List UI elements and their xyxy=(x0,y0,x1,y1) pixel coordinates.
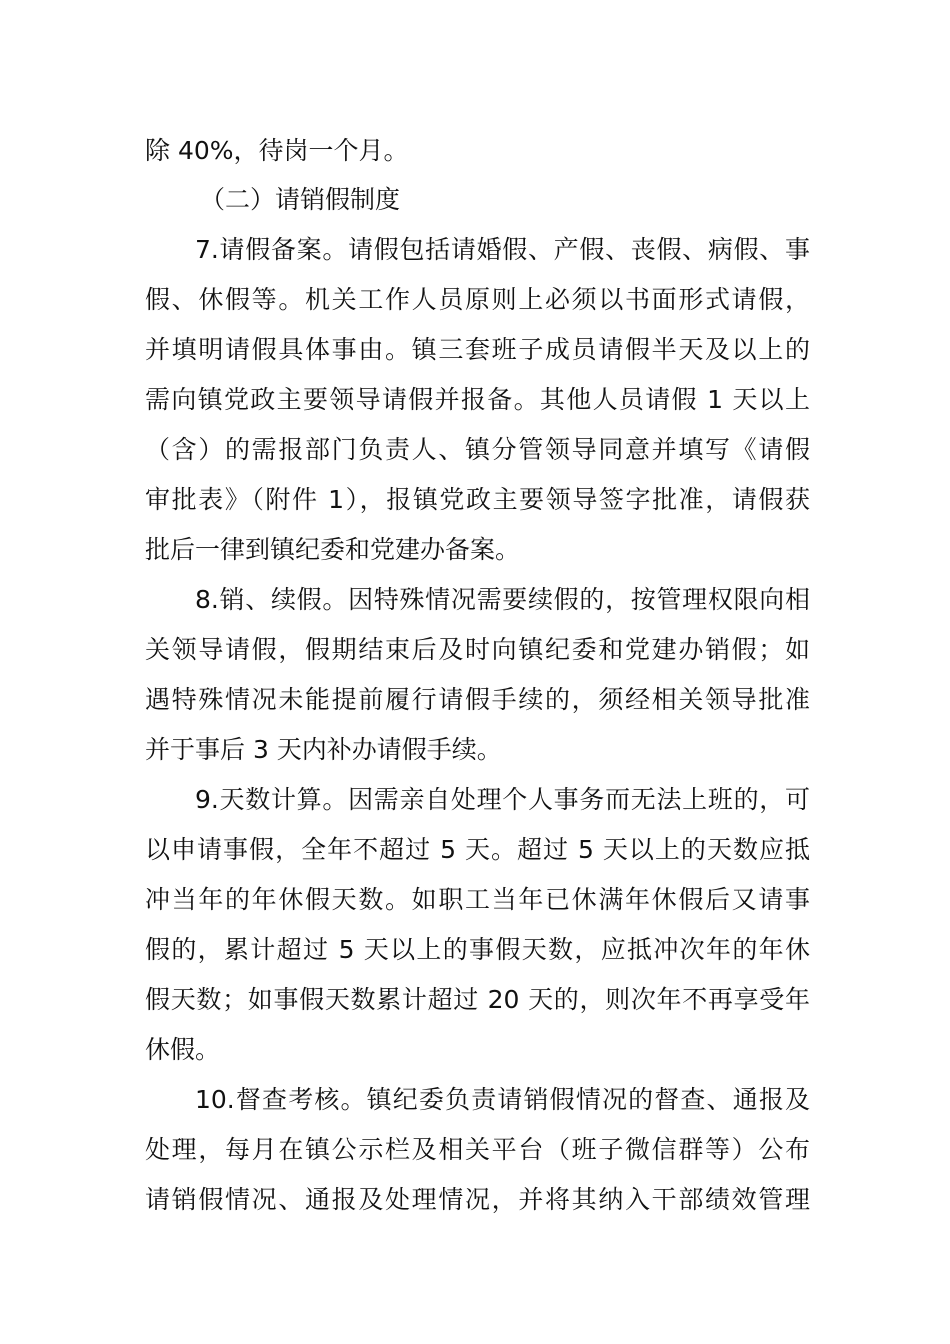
paragraph-10-line-2: 处理，每月在镇公示栏及相关平台（班子微信群等）公布 xyxy=(145,1135,810,1164)
paragraph-9-line-3: 冲当年的年休假天数。如职工当年已休满年休假后又请事 xyxy=(145,885,810,914)
body-line-1: 除 40%，待岗一个月。 xyxy=(145,136,409,165)
paragraph-7-line-2: 假、休假等。机关工作人员原则上必须以书面形式请假， xyxy=(145,285,810,314)
paragraph-7-line-7: 批后一律到镇纪委和党建办备案。 xyxy=(145,535,521,564)
paragraph-8-line-3: 遇特殊情况未能提前履行请假手续的，须经相关领导批准 xyxy=(145,685,810,714)
paragraph-9-line-6: 休假。 xyxy=(145,1035,221,1064)
paragraph-7-line-3: 并填明请假具体事由。镇三套班子成员请假半天及以上的 xyxy=(145,335,810,364)
paragraph-9-line-4: 假的，累计超过 5 天以上的事假天数，应抵冲次年的年休 xyxy=(145,935,810,964)
paragraph-7-line-4: 需向镇党政主要领导请假并报备。其他人员请假 1 天以上 xyxy=(145,385,810,414)
paragraph-8-line-2: 关领导请假，假期结束后及时向镇纪委和党建办销假；如 xyxy=(145,635,810,664)
paragraph-7-line-6: 审批表》（附件 1），报镇党政主要领导签字批准，请假获 xyxy=(145,485,810,514)
paragraph-10-line-3: 请销假情况、通报及处理情况，并将其纳入干部绩效管理 xyxy=(145,1185,810,1214)
paragraph-9-line-2: 以申请事假，全年不超过 5 天。超过 5 天以上的天数应抵 xyxy=(145,835,810,864)
paragraph-9-line-5: 假天数；如事假天数累计超过 20 天的，则次年不再享受年 xyxy=(145,985,810,1014)
paragraph-8-line-1: 8.销、续假。因特殊情况需要续假的，按管理权限向相 xyxy=(195,585,810,614)
paragraph-8-line-4: 并于事后 3 天内补办请假手续。 xyxy=(145,735,502,764)
paragraph-7-line-5: （含）的需报部门负责人、镇分管领导同意并填写《请假 xyxy=(145,435,810,464)
paragraph-7-line-1: 7.请假备案。请假包括请婚假、产假、丧假、病假、事 xyxy=(195,235,810,264)
paragraph-9-line-1: 9.天数计算。因需亲自处理个人事务而无法上班的，可 xyxy=(195,785,810,814)
paragraph-10-line-1: 10.督查考核。镇纪委负责请销假情况的督查、通报及 xyxy=(195,1085,810,1114)
section-heading: （二）请销假制度 xyxy=(200,185,401,214)
